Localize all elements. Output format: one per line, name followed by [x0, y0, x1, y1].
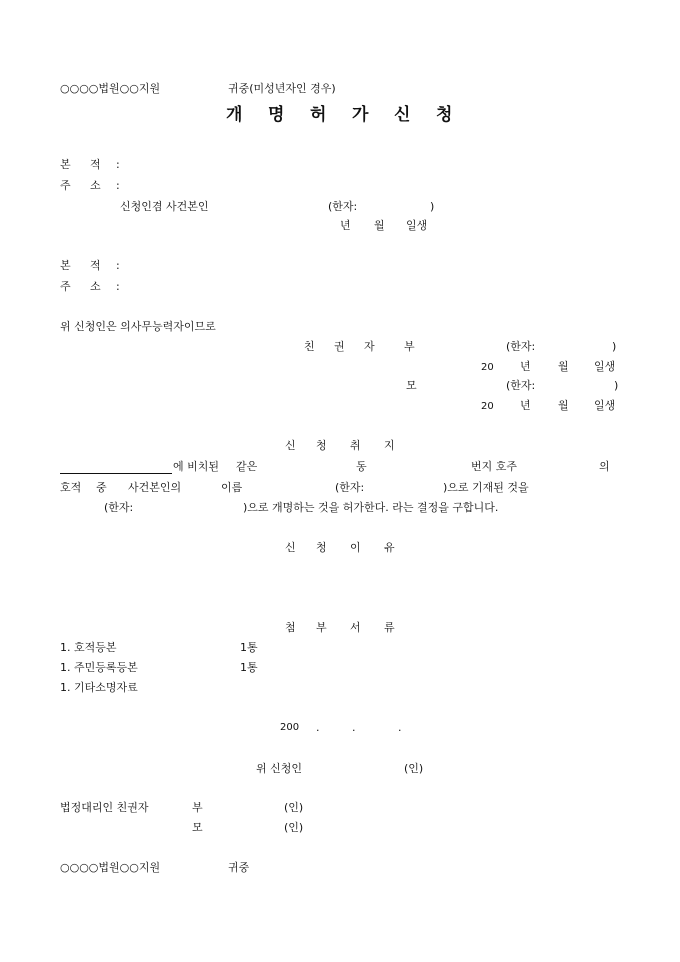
purpose-line2-text: 호적 — [60, 481, 82, 494]
purpose-line3-text: (한자: — [104, 501, 134, 514]
applicant-hanja-label: (한자: — [328, 200, 358, 213]
purpose-line1-text: 번지 호주 — [471, 460, 518, 473]
purpose-line2-text: 중 — [96, 481, 107, 494]
guardian-honjeok-colon: : — [116, 259, 120, 272]
reason-heading-char: 유 — [384, 541, 395, 554]
father-birth-year: 20 — [481, 362, 494, 373]
purpose-heading-char: 취 — [350, 439, 361, 452]
title-char: 명 — [268, 105, 287, 125]
applicant-hanja-close: ) — [430, 200, 435, 213]
father-hanja-close: ) — [612, 340, 617, 353]
legal-rep-mother-seal: (인) — [284, 821, 304, 834]
purpose-heading-char: 신 — [285, 439, 296, 452]
title-char: 청 — [436, 105, 455, 125]
purpose-line1-text: 의 — [599, 460, 610, 473]
reason-heading-char: 청 — [316, 541, 327, 554]
applicant-honjeok-label: 본 — [60, 158, 71, 171]
purpose-line1-text: 에 비치된 — [173, 460, 220, 473]
purpose-heading-char: 청 — [316, 439, 327, 452]
legal-rep-mother-label: 모 — [192, 821, 203, 834]
header-court: ○○○○법원○○지원 — [60, 82, 161, 95]
applicant-address-label: 소 — [90, 179, 101, 192]
legal-rep-label: 법정대리인 친권자 — [60, 801, 149, 814]
father-hanja-label: (한자: — [506, 340, 536, 353]
applicant-birth-year: 년 — [340, 219, 351, 232]
title-char: 신 — [394, 105, 413, 125]
attachments-heading-char: 서 — [350, 621, 361, 634]
reason-heading-char: 이 — [350, 541, 361, 554]
purpose-line1-text: 같은 — [236, 460, 258, 473]
attachment-item: 1. 호적등본 — [60, 641, 117, 654]
title-char: 개 — [226, 105, 245, 125]
applicant-birth-day: 일생 — [406, 219, 428, 232]
father-label: 부 — [404, 340, 415, 353]
applicant-birth-month: 월 — [374, 219, 385, 232]
relatives-label: 권 — [334, 340, 345, 353]
attachments-heading-char: 부 — [316, 621, 327, 634]
date-separator: . — [316, 721, 320, 734]
purpose-heading-char: 지 — [384, 439, 395, 452]
purpose-line2-text: )으로 기재된 것을 — [443, 481, 529, 494]
legal-rep-father-seal: (인) — [284, 801, 304, 814]
guardian-address-label: 소 — [90, 280, 101, 293]
legal-rep-father-label: 부 — [192, 801, 203, 814]
purpose-line2-text: 사건본인의 — [128, 481, 182, 494]
signature-applicant-seal: (인) — [404, 762, 424, 775]
applicant-name-label: 신청인겸 사건본인 — [120, 200, 209, 213]
applicant-address-label: 주 — [60, 179, 71, 192]
applicant-honjeok-colon: : — [116, 158, 120, 171]
mother-hanja-close: ) — [614, 379, 619, 392]
purpose-line1-text: 동 — [356, 460, 367, 473]
attachment-count: 1통 — [240, 661, 258, 674]
guardian-intro: 위 신청인은 의사무능력자이므로 — [60, 320, 216, 333]
registry-office-blank — [60, 473, 172, 474]
mother-label: 모 — [406, 379, 417, 392]
attachment-item: 1. 기타소명자료 — [60, 681, 138, 694]
applicant-address-colon: : — [116, 179, 120, 192]
purpose-line2-text: (한자: — [335, 481, 365, 494]
header-addressee: 귀중(미성년자인 경우) — [228, 82, 336, 95]
signature-applicant-label: 위 신청인 — [256, 762, 303, 775]
attachment-count: 1통 — [240, 641, 258, 654]
date-separator: . — [398, 721, 402, 734]
guardian-honjeok-label: 적 — [90, 259, 101, 272]
attachments-heading-char: 첨 — [285, 621, 296, 634]
reason-heading-char: 신 — [285, 541, 296, 554]
mother-hanja-label: (한자: — [506, 379, 536, 392]
purpose-line2-text: 이름 — [221, 481, 243, 494]
date-separator: . — [352, 721, 356, 734]
purpose-line3-text: )으로 개명하는 것을 허가한다. 라는 결정을 구합니다. — [243, 501, 499, 514]
footer-court: ○○○○법원○○지원 — [60, 861, 161, 874]
footer-addressee: 귀중 — [228, 861, 250, 874]
father-birth-year-unit: 년 — [520, 360, 531, 373]
mother-birth-year-unit: 년 — [520, 399, 531, 412]
guardian-address-colon: : — [116, 280, 120, 293]
father-birth-day: 일생 — [594, 360, 616, 373]
applicant-honjeok-label: 적 — [90, 158, 101, 171]
father-birth-month: 월 — [558, 360, 569, 373]
guardian-address-label: 주 — [60, 280, 71, 293]
mother-birth-day: 일생 — [594, 399, 616, 412]
date-year: 200 — [280, 722, 300, 733]
guardian-honjeok-label: 본 — [60, 259, 71, 272]
relatives-label: 친 — [304, 340, 315, 353]
title-char: 허 — [310, 105, 329, 125]
attachment-item: 1. 주민등록등본 — [60, 661, 138, 674]
attachments-heading-char: 류 — [384, 621, 395, 634]
mother-birth-month: 월 — [558, 399, 569, 412]
mother-birth-year: 20 — [481, 401, 494, 412]
title-char: 가 — [352, 105, 371, 125]
relatives-label: 자 — [364, 340, 375, 353]
